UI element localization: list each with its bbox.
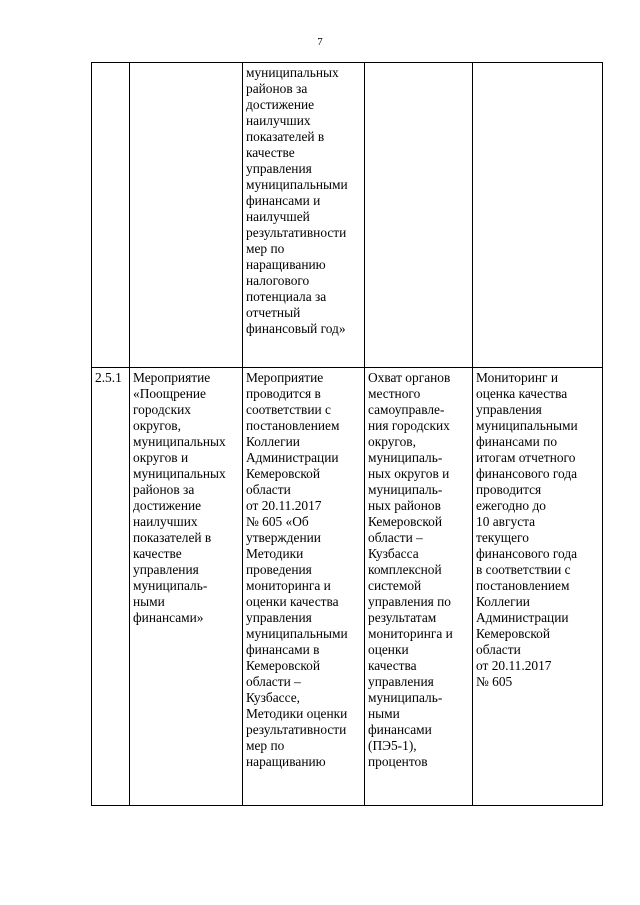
cell-text-line: наилучших	[246, 113, 311, 128]
cell-text-line: 10 августа	[476, 514, 536, 529]
cell-text-line: ных районов	[368, 498, 441, 513]
cell-text-line: финансового года	[476, 466, 578, 481]
cell-text-line: Охват органов	[368, 370, 451, 385]
cell-text-line: наращиванию	[246, 754, 326, 769]
cell-text-line: качества	[368, 658, 417, 673]
cell-text-line: муниципаль-	[368, 450, 443, 465]
cell-text-line: итогам отчетного	[476, 450, 576, 465]
cell-text-line: утверждении	[246, 530, 321, 545]
cell-description	[243, 368, 365, 806]
cell-text-line: текущего	[476, 530, 529, 545]
cell-text-line: мониторинга и	[368, 626, 453, 641]
cell-text-line: Коллегии	[476, 594, 530, 609]
cell-text-line: Кемеровской	[368, 514, 443, 529]
cell-text-line: системой	[368, 578, 422, 593]
table-row	[92, 368, 603, 806]
cell-text-line: управления	[476, 402, 542, 417]
cell-text-line: финансами и	[246, 193, 321, 208]
cell-text-line: области	[476, 642, 521, 657]
cell-text-line: ными	[133, 594, 165, 609]
cell-text-line: Мониторинг и	[476, 370, 559, 385]
cell-measure-name	[130, 63, 243, 368]
cell-text-line: ными	[368, 706, 400, 721]
cell-monitoring	[473, 368, 603, 806]
cell-text-line: управления	[246, 610, 312, 625]
page-number: 7	[317, 36, 323, 48]
cell-text-line: районов за	[133, 482, 195, 497]
cell-text-line: Кемеровской	[476, 626, 551, 641]
cell-text-line: Методики оценки	[246, 706, 348, 721]
cell-text-line: муниципаль-	[368, 482, 443, 497]
cell-text-line: качестве	[246, 145, 295, 160]
cell-text-line: качестве	[133, 546, 182, 561]
cell-text-line: результатам	[368, 610, 437, 625]
cell-text-line: округов,	[133, 418, 181, 433]
cell-text-line: оценки качества	[246, 594, 339, 609]
cell-text-line: области –	[368, 530, 423, 545]
cell-text-line: № 605 «Об	[246, 514, 309, 529]
cell-text-line: Администрации	[246, 450, 339, 465]
cell-text-line: показателей в	[246, 129, 325, 144]
cell-text-line: ных округов и	[368, 466, 450, 481]
cell-text-line: Коллегии	[246, 434, 300, 449]
cell-text-line: соответствии с	[246, 402, 331, 417]
cell-text-line: муниципальными	[246, 626, 348, 641]
cell-text-line: местного	[368, 386, 421, 401]
cell-text-line: наилучшей	[246, 209, 310, 224]
cell-indicator	[365, 63, 473, 368]
cell-text-line: области –	[246, 674, 301, 689]
cell-text-line: муниципальными	[246, 177, 348, 192]
cell-text-line: мониторинга и	[246, 578, 331, 593]
cell-text-line: проводится в	[246, 386, 321, 401]
cell-text-line: финансами по	[476, 434, 558, 449]
cell-text-line: ежегодно до	[476, 498, 546, 513]
cell-text-line: комплексной	[368, 562, 442, 577]
cell-text-line: управления	[368, 674, 434, 689]
cell-text-line: муниципаль-	[133, 578, 208, 593]
cell-text-line: отчетный	[246, 305, 301, 320]
cell-text-line: постановлением	[476, 578, 570, 593]
cell-text-line: Кузбассе,	[246, 690, 301, 705]
cell-text-line: муниципальных	[246, 65, 339, 80]
cell-text-line: потенциала за	[246, 289, 327, 304]
cell-text-line: финансового года	[476, 546, 578, 561]
cell-number	[92, 63, 130, 368]
cell-text-line: финансами»	[133, 610, 204, 625]
cell-text-line: Мероприятие	[133, 370, 211, 385]
cell-text-line: управления по	[368, 594, 451, 609]
cell-text-line: районов за	[246, 81, 308, 96]
cell-text-line: округов,	[368, 434, 416, 449]
cell-text-line: округов и	[133, 450, 189, 465]
cell-text-line: финансами в	[246, 642, 320, 657]
cell-text-line: финансовый год»	[246, 321, 346, 336]
cell-text-line: оценки	[368, 642, 409, 657]
cell-text-line: Кемеровской	[246, 466, 321, 481]
cell-text-line: Администрации	[476, 610, 569, 625]
cell-text-line: области	[246, 482, 291, 497]
cell-text-line: муниципальных	[133, 434, 226, 449]
cell-text-line: № 605	[476, 674, 513, 689]
cell-text-line: результативности	[246, 225, 347, 240]
cell-text-line: муниципаль-	[368, 690, 443, 705]
cell-text-line: ния городских	[368, 418, 450, 433]
cell-text-line: проведения	[246, 562, 312, 577]
cell-text-line: наилучших	[133, 514, 198, 529]
cell-text-line: наращиванию	[246, 257, 326, 272]
cell-measure-name	[130, 368, 243, 806]
cell-text-line: достижение	[133, 498, 202, 513]
cell-text-line: мер по	[246, 738, 285, 753]
cell-text-line: «Поощрение	[133, 386, 206, 401]
cell-description	[243, 63, 365, 368]
cell-text-line: показателей в	[133, 530, 212, 545]
cell-text-line: постановлением	[246, 418, 340, 433]
cell-text-line: Методики	[246, 546, 304, 561]
cell-text-line: достижение	[246, 97, 315, 112]
cell-text-line: муниципальными	[476, 418, 578, 433]
cell-text-line: (ПЭ5-1),	[368, 738, 417, 753]
cell-monitoring	[473, 63, 603, 368]
cell-text-line: управления	[246, 161, 312, 176]
cell-text-line: процентов	[368, 754, 428, 769]
measures-table	[91, 62, 603, 806]
cell-text-line: управления	[133, 562, 199, 577]
cell-text-line: финансами	[368, 722, 432, 737]
cell-number: 2.5.1	[92, 368, 130, 806]
cell-text-line: мер по	[246, 241, 285, 256]
table-row	[92, 63, 603, 368]
cell-text-line: Мероприятие	[246, 370, 324, 385]
cell-indicator	[365, 368, 473, 806]
cell-text-line: результативности	[246, 722, 347, 737]
cell-text-line: муниципальных	[133, 466, 226, 481]
cell-text-line: в соответствии с	[476, 562, 571, 577]
cell-text-line: Кузбасса	[368, 546, 419, 561]
cell-text-line: городских	[133, 402, 191, 417]
cell-text-line: оценка качества	[476, 386, 568, 401]
cell-text-line: Кемеровской	[246, 658, 321, 673]
cell-text-line: налогового	[246, 273, 310, 288]
cell-text-line: самоуправле-	[368, 402, 445, 417]
cell-text-line: от 20.11.2017	[246, 498, 322, 513]
cell-text-line: от 20.11.2017	[476, 658, 552, 673]
cell-text-line: проводится	[476, 482, 542, 497]
